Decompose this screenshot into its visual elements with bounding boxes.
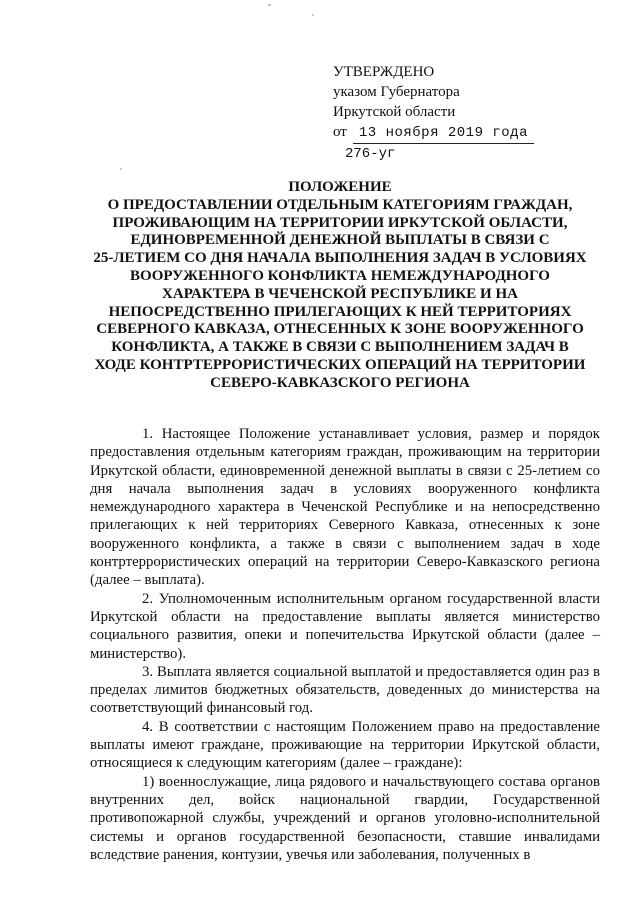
document-title bbox=[60, 179, 620, 393]
title-line: НЕПОСРЕДСТВЕННО ПРИЛЕГАЮЩИХ К НЕЙ ТЕРРИТОРИЯХ bbox=[108, 303, 572, 320]
approval-from-label: от bbox=[333, 124, 347, 140]
title-line: ЕДИНОВРЕМЕННОЙ ДЕНЕЖНОЙ ВЫПЛАТЫ В СВЯЗИ С bbox=[130, 232, 550, 249]
scan-artifact bbox=[312, 14, 314, 16]
title-heading: ПОЛОЖЕНИЕ bbox=[288, 179, 392, 195]
title-line: СЕВЕРО-КАВКАЗСКОГО РЕГИОНА bbox=[210, 374, 470, 391]
title-line: СЕВЕРНОГО КАВКАЗА, ОТНЕСЕННЫХ К ЗОНЕ ВООРУЖЕННОГО bbox=[96, 321, 584, 338]
approval-region: Иркутской области bbox=[333, 104, 456, 120]
title-line: ХАРАКТЕРА В ЧЕЧЕНСКОЙ РЕСПУБЛИКЕ И НА bbox=[162, 285, 518, 302]
paragraph-2: 2. Уполномоченным исполнительным органом государственной власти Иркутской области на предоставление выплаты является министерство социального развития, опеки и попечительства Иркутской области (далее – министерство). bbox=[90, 590, 600, 662]
title-line: 25-ЛЕТИЕМ СО ДНЯ НАЧАЛА ВЫПОЛНЕНИЯ ЗАДАЧ В УСЛОВИЯХ bbox=[93, 250, 587, 267]
approval-number: 276-уг bbox=[345, 146, 396, 162]
approval-heading: УТВЕРЖДЕНО bbox=[333, 64, 435, 80]
title-line: ВООРУЖЕННОГО КОНФЛИКТА НЕМЕЖДУНАРОДНОГО bbox=[130, 267, 550, 284]
paragraph-4-item-1: 1) военнослужащие, лица рядового и начальствующего состава органов внутренних дел, войск национальной гвардии, Государственной противопожарной службы, учреждений и органов уголовно-исполнительной системы и органов государственной безопасности, ставшие инвалидами вследствие ранения, контузии, увечья или заболевания, полученных в bbox=[90, 773, 600, 863]
title-line: ХОДЕ КОНТРТЕРРОРИСТИЧЕСКИХ ОПЕРАЦИЙ НА ТЕРРИТОРИИ bbox=[94, 356, 586, 373]
title-line: КОНФЛИКТА, А ТАКЖЕ В СВЯЗИ С ВЫПОЛНЕНИЕМ ЗАДАЧ В bbox=[111, 339, 569, 356]
paragraph-1: 1. Настоящее Положение устанавливает условия, размер и порядок предоставления отдельным категориям граждан, проживающим на территории Иркутской области, единовременной денежной выплаты в связи с 25-летием со дня начала выполнения задач в условиях вооруженного конфликта немеждународного характера в Чеченской Республике и на непосредственно прилегающих к ней территориях Северного Кавказа, отнесенных к зоне вооруженного конфликта, а также в связи с выполнением задач в ходе контртеррористических операций на территории Северо-Кавказского региона (далее – выплата). bbox=[90, 426, 600, 589]
title-line: О ПРЕДОСТАВЛЕНИИ ОТДЕЛЬНЫМ КАТЕГОРИЯМ ГРАЖДАН, bbox=[107, 196, 573, 213]
scan-artifact bbox=[268, 4, 271, 6]
approval-block bbox=[333, 62, 593, 164]
title-line: ПРОЖИВАЮЩИМ НА ТЕРРИТОРИИ ИРКУТСКОЙ ОБЛАСТИ, bbox=[112, 214, 568, 231]
approval-date-row bbox=[333, 122, 593, 142]
approval-issuer: указом Губернатора bbox=[333, 84, 460, 100]
paragraph-3: 3. Выплата является социальной выплатой и предоставляется один раз в пределах лимитов бюджетных обязательств, доведенных до министерства на соответствующий финансовый год. bbox=[90, 663, 600, 717]
paragraph-4: 4. В соответствии с настоящим Положением право на предоставление выплаты имеют граждане, проживающие на территории Иркутской области, относящиеся к следующим категориям (далее – граждане): bbox=[90, 718, 600, 772]
approval-date: 13 ноября 2019 года bbox=[353, 123, 534, 144]
scan-artifact bbox=[120, 168, 122, 170]
document-body bbox=[90, 425, 600, 864]
